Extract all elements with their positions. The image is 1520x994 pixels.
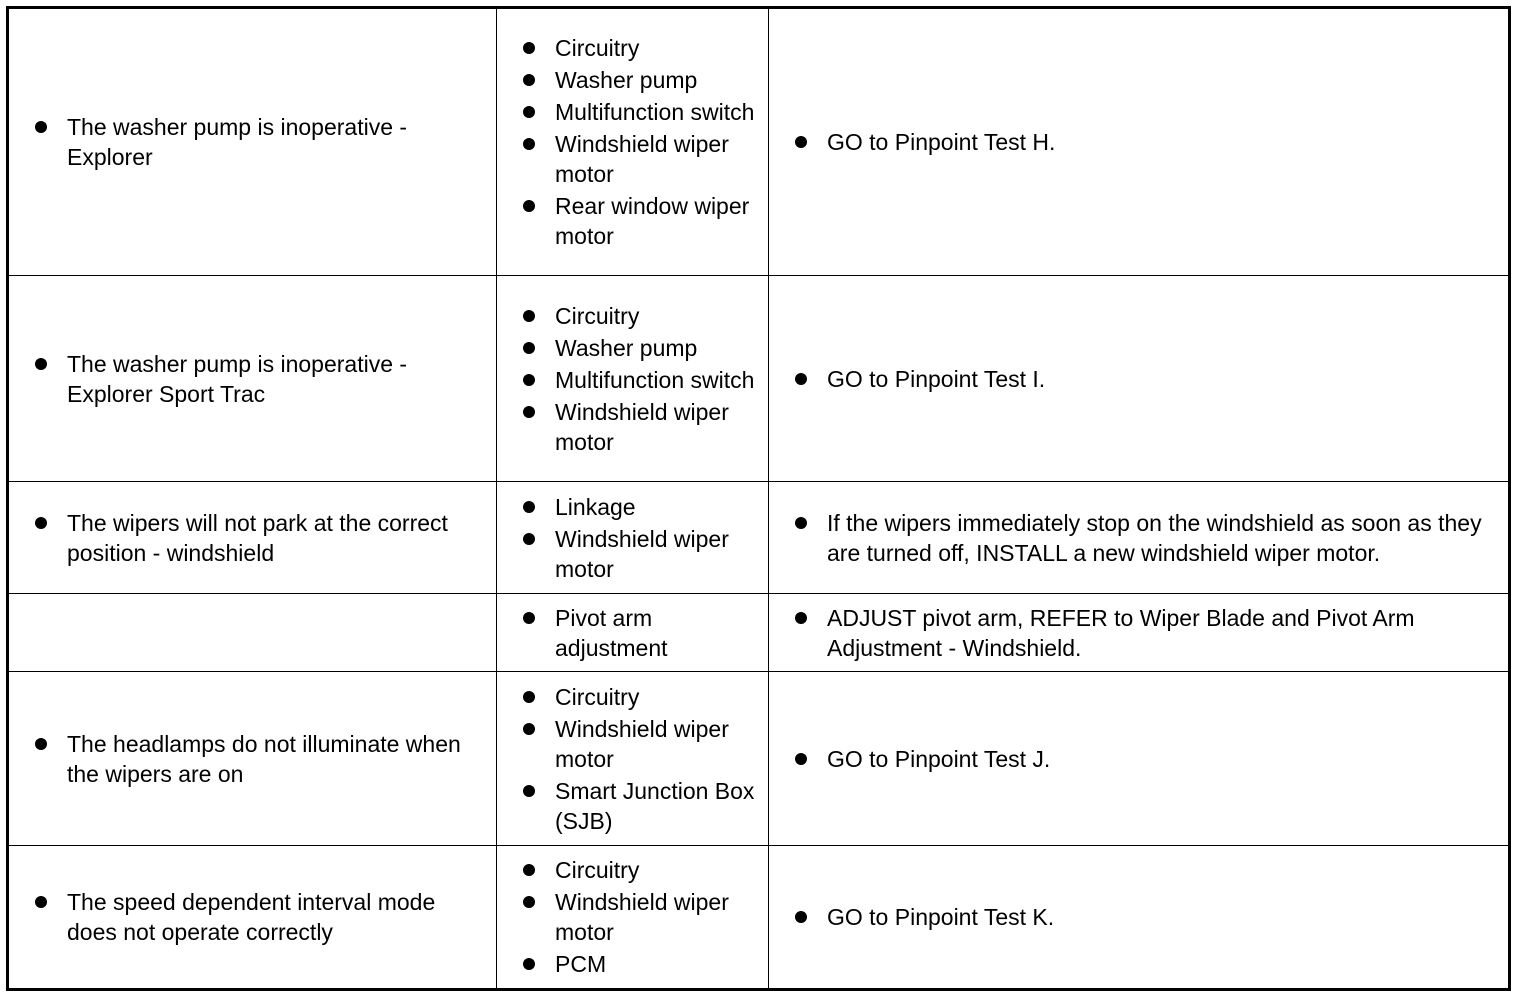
action-cell xyxy=(769,482,1510,594)
action-list xyxy=(769,603,1508,663)
symptom-chart-body xyxy=(8,8,1510,990)
cause-item: Windshield wiper motor xyxy=(555,129,760,189)
action-cell xyxy=(769,672,1510,846)
cause-list xyxy=(497,492,768,584)
action-cell xyxy=(769,594,1510,672)
cause-item: Circuitry xyxy=(555,855,760,885)
cause-list xyxy=(497,301,768,457)
symptom-chart-table xyxy=(6,6,1511,991)
action-text: GO to Pinpoint Test H. xyxy=(827,127,1496,157)
condition-cell xyxy=(8,672,497,846)
cause-item: Circuitry xyxy=(555,301,760,331)
condition-text: The wipers will not park at the correct position - windshield xyxy=(67,508,488,568)
action-cell xyxy=(769,846,1510,990)
table-row xyxy=(8,594,1510,672)
condition-text: The washer pump is inoperative - Explorer Sport Trac xyxy=(67,349,488,409)
action-list xyxy=(769,364,1508,394)
action-text: GO to Pinpoint Test K. xyxy=(827,902,1496,932)
cause-list xyxy=(497,33,768,251)
table-row xyxy=(8,276,1510,482)
action-list xyxy=(769,902,1508,932)
condition-cell xyxy=(8,8,497,276)
condition-list xyxy=(9,729,496,789)
action-text: GO to Pinpoint Test J. xyxy=(827,744,1496,774)
cause-item: Windshield wiper motor xyxy=(555,887,760,947)
condition-cell xyxy=(8,276,497,482)
cause-list xyxy=(497,603,768,663)
condition-list xyxy=(9,349,496,409)
condition-text: The washer pump is inoperative - Explorer xyxy=(67,112,488,172)
cause-item: Washer pump xyxy=(555,65,760,95)
table-row xyxy=(8,8,1510,276)
action-list xyxy=(769,127,1508,157)
action-text: ADJUST pivot arm, REFER to Wiper Blade and Pivot Arm Adjustment - Windshield. xyxy=(827,603,1496,663)
condition-cell xyxy=(8,594,497,672)
action-cell xyxy=(769,8,1510,276)
cause-item: Linkage xyxy=(555,492,760,522)
cause-cell xyxy=(497,482,769,594)
cause-item: Rear window wiper motor xyxy=(555,191,760,251)
cause-cell xyxy=(497,8,769,276)
cause-item: Smart Junction Box (SJB) xyxy=(555,776,760,836)
condition-cell xyxy=(8,482,497,594)
cause-item: Washer pump xyxy=(555,333,760,363)
action-text: If the wipers immediately stop on the windshield as soon as they are turned off, INSTALL a new windshield wiper motor. xyxy=(827,508,1496,568)
table-row xyxy=(8,482,1510,594)
action-list xyxy=(769,508,1508,568)
cause-cell xyxy=(497,276,769,482)
condition-list xyxy=(9,887,496,947)
cause-item: Windshield wiper motor xyxy=(555,524,760,584)
table-row xyxy=(8,672,1510,846)
cause-cell xyxy=(497,594,769,672)
cause-item: Circuitry xyxy=(555,682,760,712)
cause-item: Multifunction switch xyxy=(555,365,760,395)
action-cell xyxy=(769,276,1510,482)
cause-item: PCM xyxy=(555,949,760,979)
cause-item: Circuitry xyxy=(555,33,760,63)
cause-list xyxy=(497,682,768,836)
table-row xyxy=(8,846,1510,990)
cause-cell xyxy=(497,672,769,846)
action-list xyxy=(769,744,1508,774)
condition-text: The headlamps do not illuminate when the wipers are on xyxy=(67,729,488,789)
cause-item: Pivot arm adjustment xyxy=(555,603,760,663)
condition-list xyxy=(9,112,496,172)
condition-cell xyxy=(8,846,497,990)
cause-item: Multifunction switch xyxy=(555,97,760,127)
cause-cell xyxy=(497,846,769,990)
cause-list xyxy=(497,855,768,979)
action-text: GO to Pinpoint Test I. xyxy=(827,364,1496,394)
cause-item: Windshield wiper motor xyxy=(555,714,760,774)
condition-list xyxy=(9,508,496,568)
condition-text: The speed dependent interval mode does not operate correctly xyxy=(67,887,488,947)
cause-item: Windshield wiper motor xyxy=(555,397,760,457)
